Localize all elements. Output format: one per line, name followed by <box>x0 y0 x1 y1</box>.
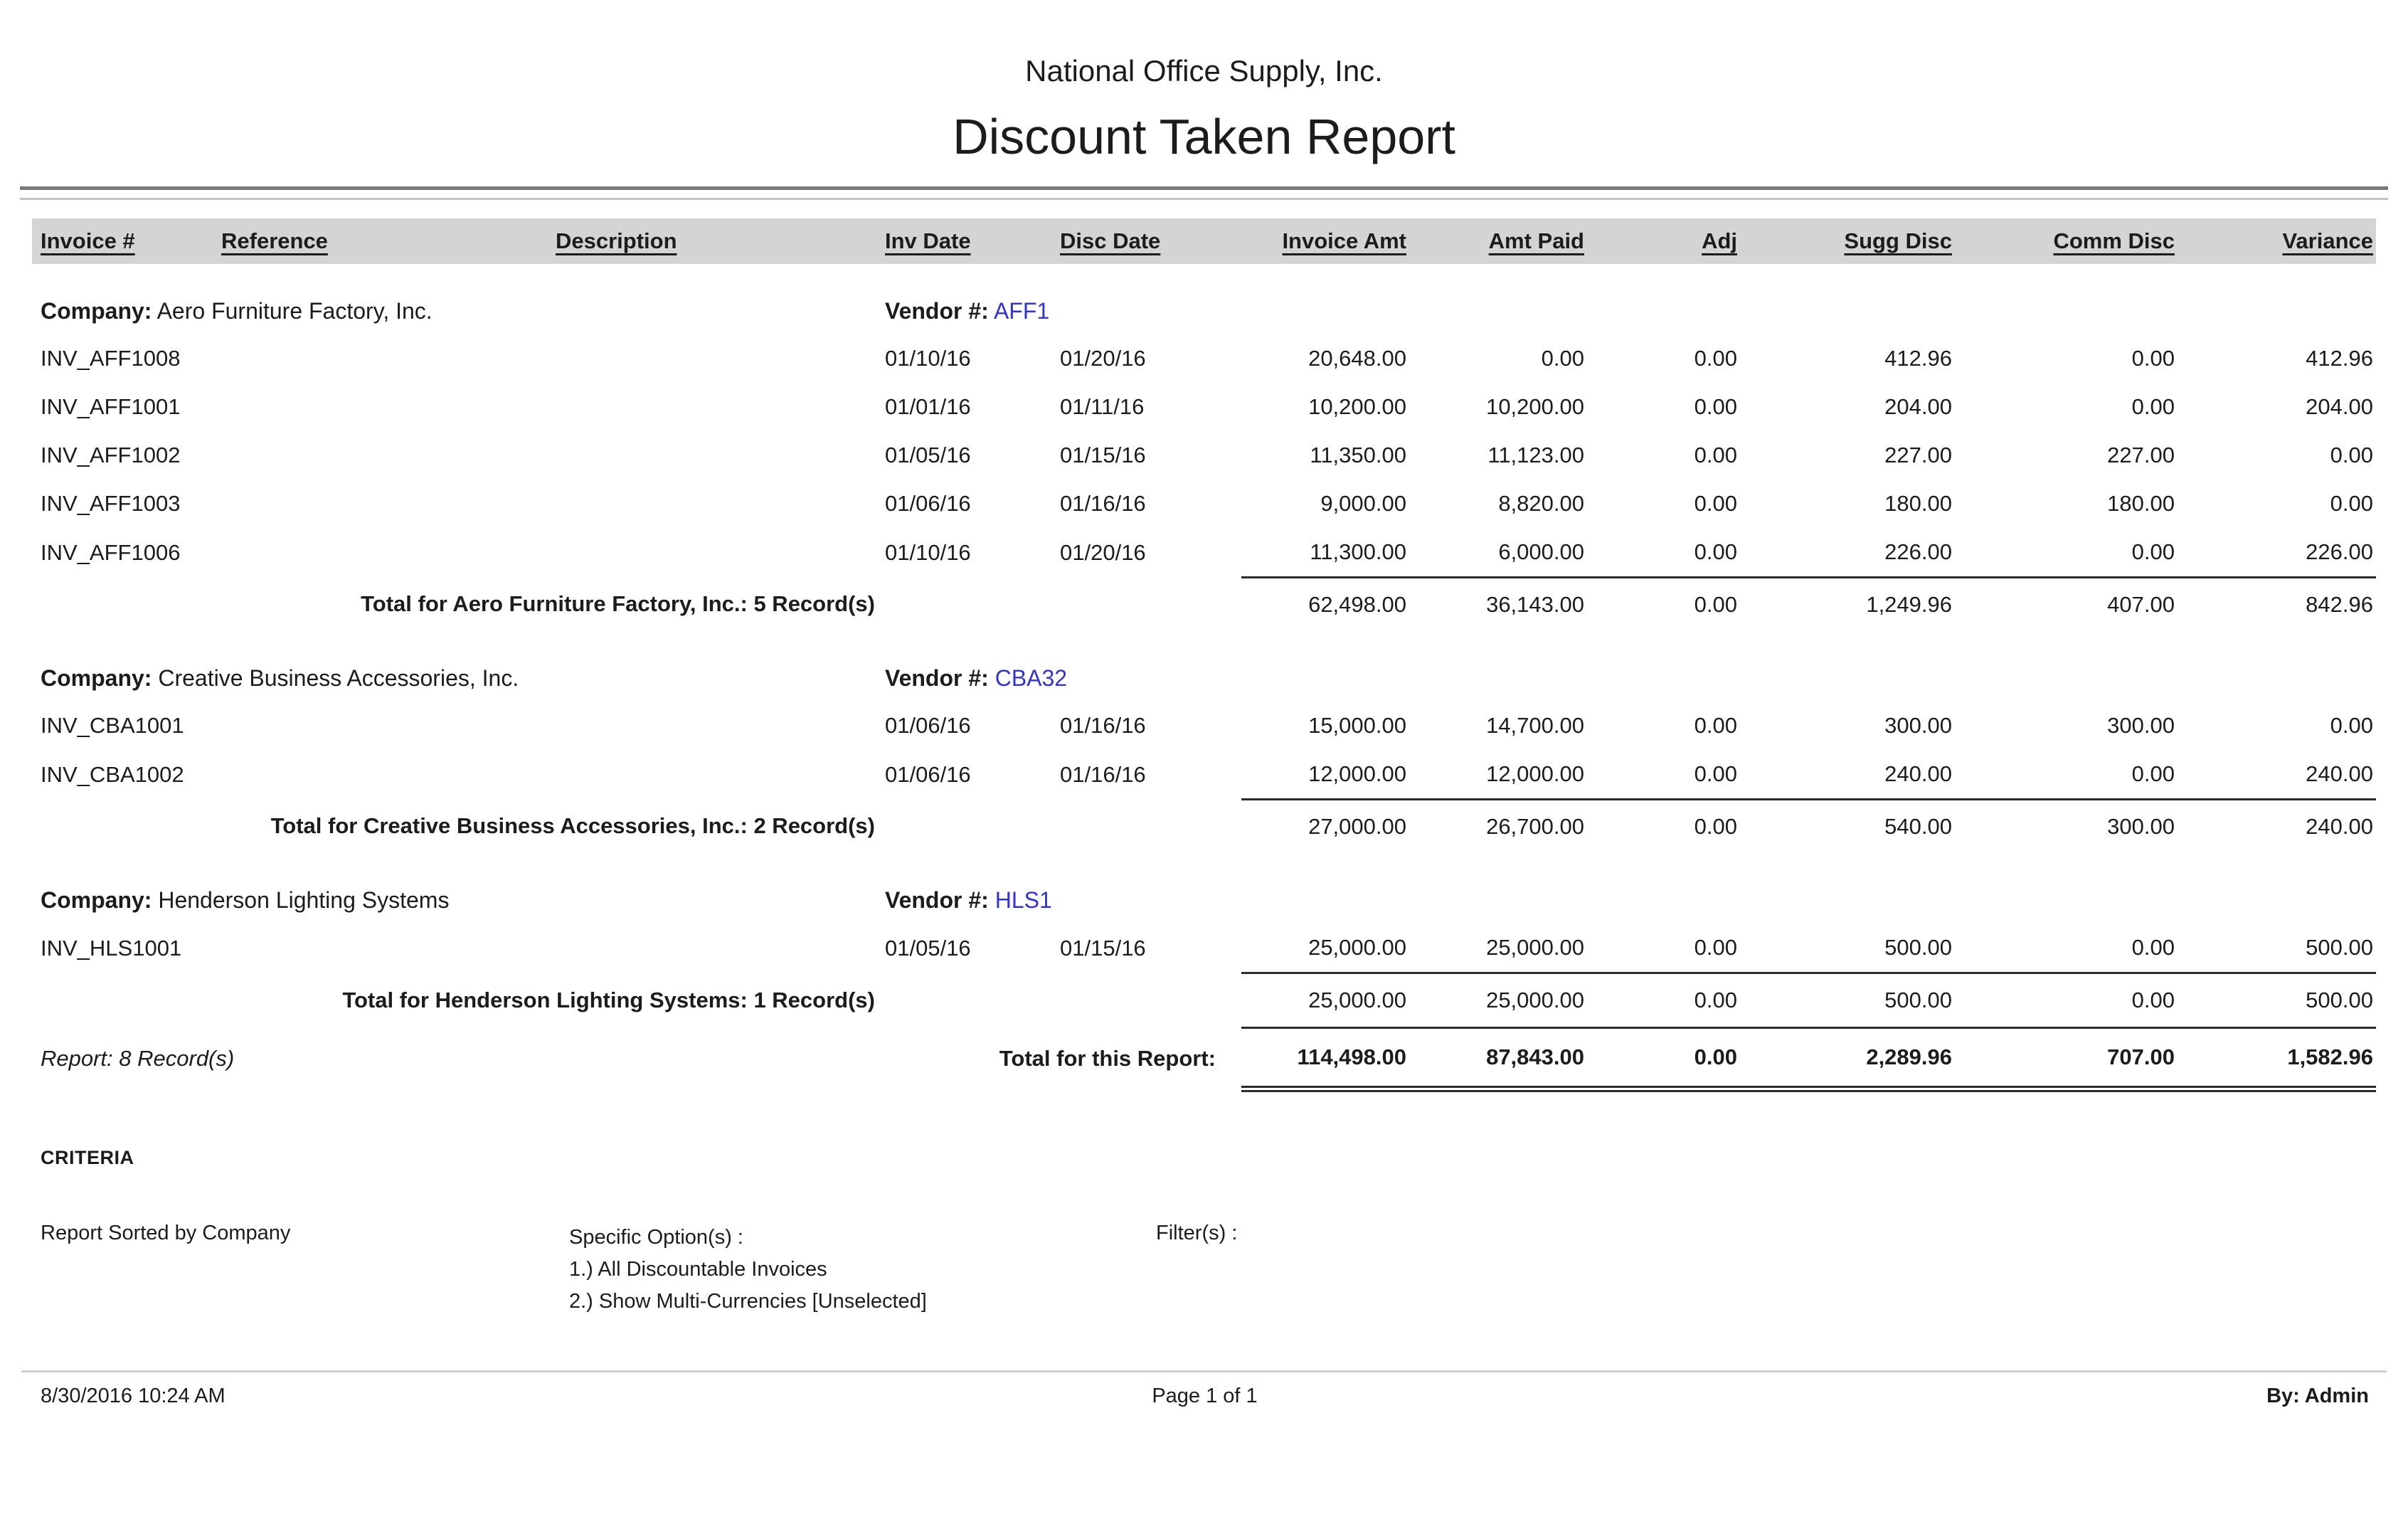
invoice-amt-cell: 9,000.00 <box>1320 491 1406 516</box>
column-header-reference: Reference <box>213 218 547 264</box>
company-name: Henderson Lighting Systems <box>158 887 450 913</box>
invoice-number-cell: INV_AFF1008 <box>41 346 181 371</box>
group-total-comm-disc: 0.00 <box>1958 973 2180 1028</box>
comm-disc-cell: 300.00 <box>2107 713 2175 738</box>
report-total-comm-disc: 707.00 <box>1958 1028 2180 1089</box>
variance-cell: 0.00 <box>2330 443 2373 467</box>
page-title: Discount Taken Report <box>953 109 1455 164</box>
invoice-amt-cell: 11,300.00 <box>1310 539 1406 564</box>
company-row <box>32 264 2376 334</box>
organization-name: National Office Supply, Inc. <box>1025 54 1383 88</box>
vendor-number-link[interactable]: HLS1 <box>995 887 1052 913</box>
page-footer <box>41 1385 2369 1408</box>
amt-paid-cell: 10,200.00 <box>1486 394 1584 419</box>
sugg-disc-cell: 227.00 <box>1884 443 1952 467</box>
variance-cell: 204.00 <box>2306 394 2373 419</box>
invoice-row <box>32 750 2376 800</box>
group-total-invoice-amt: 27,000.00 <box>1241 800 1412 854</box>
invoice-number-cell: INV_AFF1006 <box>41 539 181 565</box>
group-total-adj: 0.00 <box>1590 800 1743 854</box>
group-total-row <box>32 800 2376 854</box>
comm-disc-cell: 180.00 <box>2107 491 2175 516</box>
invoice-amt-cell: 11,350.00 <box>1310 443 1406 467</box>
company-name: Aero Furniture Factory, Inc. <box>157 298 433 324</box>
invoice-row <box>32 334 2376 383</box>
variance-cell: 0.00 <box>2330 491 2373 516</box>
footer-author: By: Admin <box>2266 1385 2369 1407</box>
invoice-number-cell: INV_AFF1002 <box>41 443 181 467</box>
criteria-sort-order: Report Sorted by Company <box>41 1222 291 1244</box>
footer-datetime: 8/30/2016 10:24 AM <box>41 1385 226 1407</box>
amt-paid-cell: 25,000.00 <box>1486 935 1584 960</box>
vendor-cell <box>876 631 1241 702</box>
group-total-comm-disc: 300.00 <box>1958 800 2180 854</box>
report-total-invoice-amt: 114,498.00 <box>1241 1028 1412 1089</box>
group-total-label: Total for Henderson Lighting Systems: 1 Record(s) <box>342 988 875 1012</box>
criteria-section <box>41 1147 2367 1318</box>
inv-date-cell: 01/10/16 <box>885 539 971 565</box>
comm-disc-cell: 227.00 <box>2107 443 2175 467</box>
group-total-label: Total for Aero Furniture Factory, Inc.: 5 Record(s) <box>361 591 875 617</box>
column-header-description: Description <box>547 218 876 264</box>
report-total-adj: 0.00 <box>1590 1028 1743 1089</box>
comm-disc-cell: 0.00 <box>2131 539 2175 564</box>
invoice-amt-cell: 20,648.00 <box>1308 346 1406 371</box>
amt-paid-cell: 8,820.00 <box>1498 491 1584 516</box>
disc-date-cell: 01/16/16 <box>1060 491 1146 516</box>
variance-cell: 412.96 <box>2306 346 2373 371</box>
group-total-amt-paid: 25,000.00 <box>1412 973 1590 1028</box>
group-total-label: Total for Creative Business Accessories, Inc.: 2 Record(s) <box>270 813 875 839</box>
invoice-number-cell: INV_CBA1001 <box>41 713 184 738</box>
group-total-invoice-amt: 25,000.00 <box>1241 973 1412 1028</box>
amt-paid-cell: 6,000.00 <box>1498 539 1584 564</box>
group-total-row <box>32 578 2376 632</box>
variance-cell: 500.00 <box>2306 935 2373 960</box>
column-header-comm-disc: Comm Disc <box>1958 218 2180 264</box>
group-total-row <box>32 973 2376 1028</box>
footer-page-number: Page 1 of 1 <box>1152 1385 1258 1407</box>
vendor-cell <box>876 264 1241 334</box>
company-label: Company: <box>41 887 152 913</box>
column-header-sugg-disc: Sugg Disc <box>1743 218 1958 264</box>
adj-cell: 0.00 <box>1694 539 1737 564</box>
inv-date-cell: 01/10/16 <box>885 346 971 371</box>
group-total-amt-paid: 26,700.00 <box>1412 800 1590 854</box>
amt-paid-cell: 11,123.00 <box>1487 443 1584 467</box>
adj-cell: 0.00 <box>1694 761 1737 786</box>
comm-disc-cell: 0.00 <box>2131 394 2175 419</box>
criteria-heading: CRITERIA <box>41 1147 134 1168</box>
adj-cell: 0.00 <box>1694 394 1737 419</box>
report-records-label: Report: 8 Record(s) <box>41 1045 235 1071</box>
invoice-row <box>32 702 2376 750</box>
column-header-row <box>32 218 2376 264</box>
disc-date-cell: 01/20/16 <box>1060 539 1146 565</box>
invoice-row <box>32 924 2376 973</box>
company-row <box>32 631 2376 702</box>
invoice-amt-cell: 10,200.00 <box>1308 394 1406 419</box>
discount-report-table <box>32 218 2376 1092</box>
adj-cell: 0.00 <box>1694 346 1737 371</box>
group-total-adj: 0.00 <box>1590 973 1743 1028</box>
column-header-invoice: Invoice # <box>32 218 213 264</box>
vendor-label: Vendor #: <box>885 887 989 913</box>
sugg-disc-cell: 240.00 <box>1884 761 1952 786</box>
disc-date-cell: 01/20/16 <box>1060 346 1146 371</box>
adj-cell: 0.00 <box>1694 491 1737 516</box>
company-cell <box>32 264 876 334</box>
header-rule-thin <box>20 198 2388 200</box>
company-name: Creative Business Accessories, Inc. <box>158 665 519 691</box>
invoice-number-cell: INV_CBA1002 <box>41 761 184 787</box>
company-label: Company: <box>41 298 152 324</box>
disc-date-cell: 01/11/16 <box>1060 394 1145 419</box>
sugg-disc-cell: 204.00 <box>1884 394 1952 419</box>
inv-date-cell: 01/05/16 <box>885 443 971 467</box>
column-header-adj: Adj <box>1590 218 1743 264</box>
report-total-label: Total for this Report: <box>999 1045 1216 1071</box>
variance-cell: 240.00 <box>2306 761 2373 786</box>
criteria-row <box>41 1222 2367 1318</box>
invoice-number-cell: INV_AFF1001 <box>41 394 181 419</box>
comm-disc-cell: 0.00 <box>2131 935 2175 960</box>
inv-date-cell: 01/06/16 <box>885 761 971 787</box>
group-total-sugg-disc: 540.00 <box>1743 800 1958 854</box>
company-row <box>32 853 2376 924</box>
variance-cell: 226.00 <box>2306 539 2373 564</box>
inv-date-cell: 01/06/16 <box>885 713 971 738</box>
invoice-row <box>32 480 2376 528</box>
invoice-amt-cell: 12,000.00 <box>1308 761 1406 786</box>
report-total-variance: 1,582.96 <box>2180 1028 2376 1089</box>
report-total-sugg-disc: 2,289.96 <box>1743 1028 1958 1089</box>
invoice-number-cell: INV_AFF1003 <box>41 491 181 516</box>
company-cell <box>32 853 876 924</box>
sugg-disc-cell: 500.00 <box>1884 935 1952 960</box>
adj-cell: 0.00 <box>1694 443 1737 467</box>
inv-date-cell: 01/01/16 <box>885 394 971 419</box>
disc-date-cell: 01/16/16 <box>1060 713 1146 738</box>
footer-divider <box>21 1370 2387 1372</box>
vendor-number-link[interactable]: CBA32 <box>995 665 1068 691</box>
inv-date-cell: 01/06/16 <box>885 491 971 516</box>
adj-cell: 0.00 <box>1694 713 1737 738</box>
comm-disc-cell: 0.00 <box>2131 346 2175 371</box>
invoice-amt-cell: 25,000.00 <box>1308 935 1406 960</box>
variance-cell: 0.00 <box>2330 713 2373 738</box>
company-label: Company: <box>41 665 152 691</box>
disc-date-cell: 01/15/16 <box>1060 443 1146 467</box>
disc-date-cell: 01/16/16 <box>1060 761 1146 787</box>
invoice-row <box>32 431 2376 480</box>
vendor-number-link[interactable]: AFF1 <box>993 298 1050 324</box>
company-cell <box>32 631 876 702</box>
header-rule-thick <box>20 186 2388 190</box>
adj-cell: 0.00 <box>1694 935 1737 960</box>
sugg-disc-cell: 300.00 <box>1884 713 1952 738</box>
invoice-amt-cell: 15,000.00 <box>1308 713 1406 738</box>
group-total-variance: 842.96 <box>2180 578 2376 632</box>
group-total-comm-disc: 407.00 <box>1958 578 2180 632</box>
amt-paid-cell: 12,000.00 <box>1486 761 1584 786</box>
column-header-amt-paid: Amt Paid <box>1412 218 1590 264</box>
inv-date-cell: 01/05/16 <box>885 935 971 961</box>
criteria-options <box>569 1222 1156 1318</box>
group-total-variance: 240.00 <box>2180 800 2376 854</box>
report-header <box>0 0 2408 176</box>
disc-date-cell: 01/15/16 <box>1060 935 1146 961</box>
sugg-disc-cell: 412.96 <box>1884 346 1952 371</box>
report-total-amt-paid: 87,843.00 <box>1412 1028 1590 1089</box>
criteria-option: 2.) Show Multi-Currencies [Unselected] <box>569 1290 927 1313</box>
group-total-sugg-disc: 500.00 <box>1743 973 1958 1028</box>
group-total-adj: 0.00 <box>1590 578 1743 632</box>
comm-disc-cell: 0.00 <box>2131 761 2175 786</box>
vendor-label: Vendor #: <box>885 665 989 691</box>
criteria-options-label: Specific Option(s) : <box>569 1226 743 1249</box>
criteria-filters-label: Filter(s) : <box>1156 1222 1238 1244</box>
vendor-cell <box>876 853 1241 924</box>
column-header-invoice-amt: Invoice Amt <box>1241 218 1412 264</box>
invoice-row <box>32 383 2376 431</box>
column-header-inv-date: Inv Date <box>876 218 1051 264</box>
invoice-row <box>32 528 2376 578</box>
group-total-sugg-disc: 1,249.96 <box>1743 578 1958 632</box>
criteria-option: 1.) All Discountable Invoices <box>569 1258 827 1281</box>
vendor-label: Vendor #: <box>885 298 989 324</box>
amt-paid-cell: 14,700.00 <box>1486 713 1584 738</box>
column-header-disc-date: Disc Date <box>1051 218 1241 264</box>
sugg-disc-cell: 226.00 <box>1884 539 1952 564</box>
group-total-variance: 500.00 <box>2180 973 2376 1028</box>
invoice-number-cell: INV_HLS1001 <box>41 935 182 961</box>
amt-paid-cell: 0.00 <box>1541 346 1584 371</box>
sugg-disc-cell: 180.00 <box>1884 491 1952 516</box>
report-total-row <box>32 1028 2376 1089</box>
group-total-invoice-amt: 62,498.00 <box>1241 578 1412 632</box>
column-header-variance: Variance <box>2180 218 2376 264</box>
group-total-amt-paid: 36,143.00 <box>1412 578 1590 632</box>
